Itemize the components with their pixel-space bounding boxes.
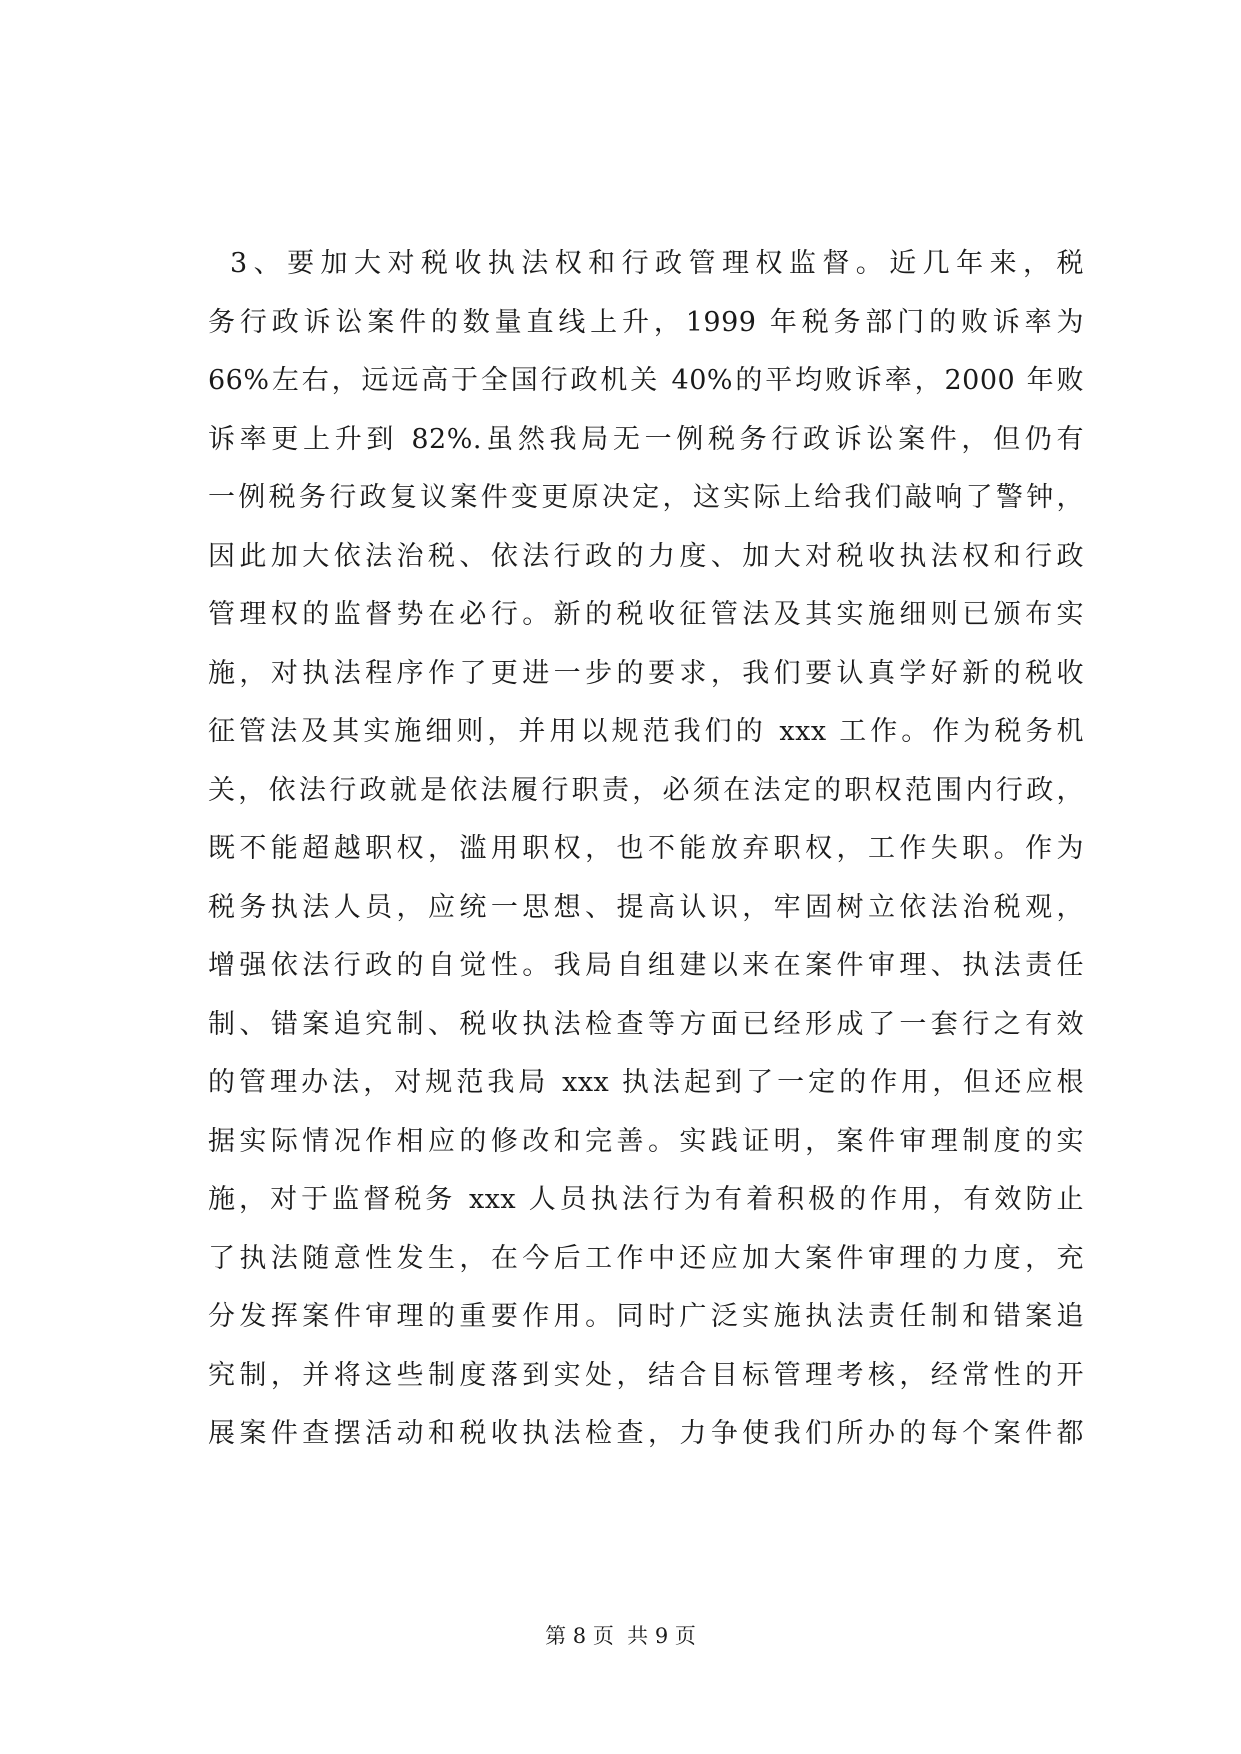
text-line: 制、错案追究制、税收执法检查等方面已经形成了一套行之有效: [208, 1008, 1084, 1040]
text-line: 一例税务行政复议案件变更原决定，这实际上给我们敲响了警钟，: [208, 482, 1084, 513]
text-line: 了执法随意性发生，在今后工作中还应加大案件审理的力度，充: [208, 1242, 1084, 1274]
text-line: 管理权的监督势在必行。新的税收征管法及其实施细则已颁布实: [208, 599, 1084, 630]
text-line: 务行政诉讼案件的数量直线上升，1999 年税务部门的败诉率为: [208, 306, 1084, 338]
text-line: 关，依法行政就是依法履行职责，必须在法定的职权范围内行政，: [208, 774, 1084, 806]
page-number-footer: 第 8 页 共 9 页: [545, 1624, 696, 1648]
text-line: 66%左右，远远高于全国行政机关 40%的平均败诉率，2000 年败: [208, 365, 1084, 396]
text-line: 既不能超越职权，滥用职权，也不能放弃职权，工作失职。作为: [208, 833, 1084, 864]
text-line: 究制，并将这些制度落到实处，结合目标管理考核，经常性的开: [208, 1359, 1084, 1391]
text-line: 因此加大依法治税、依法行政的力度、加大对税收执法权和行政: [208, 540, 1084, 572]
text-line: 税务执法人员，应统一思想、提高认识，牢固树立依法治税观，: [208, 891, 1084, 923]
text-line: 施，对于监督税务 xxx 人员执法行为有着积极的作用，有效防止: [208, 1184, 1084, 1215]
text-line: 展案件查摆活动和税收执法检查，力争使我们所办的每个案件都: [208, 1418, 1084, 1449]
text-line: 据实际情况作相应的修改和完善。实践证明，案件审理制度的实: [208, 1125, 1084, 1157]
body-paragraph: [208, 235, 1084, 1464]
text-line: 征管法及其实施细则，并用以规范我们的 xxx 工作。作为税务机: [208, 716, 1084, 747]
text-line: 增强依法行政的自觉性。我局自组建以来在案件审理、执法责任: [208, 950, 1084, 981]
text-line: 的管理办法，对规范我局 xxx 执法起到了一定的作用，但还应根: [208, 1067, 1084, 1098]
text-line: 施，对执法程序作了更进一步的要求，我们要认真学好新的税收: [208, 657, 1084, 689]
text-line: 3、要加大对税收执法权和行政管理权监督。近几年来，税: [230, 248, 1084, 279]
text-line: 分发挥案件审理的重要作用。同时广泛实施执法责任制和错案追: [208, 1301, 1084, 1332]
text-line: 诉率更上升到 82%.虽然我局无一例税务行政诉讼案件，但仍有: [208, 423, 1084, 455]
